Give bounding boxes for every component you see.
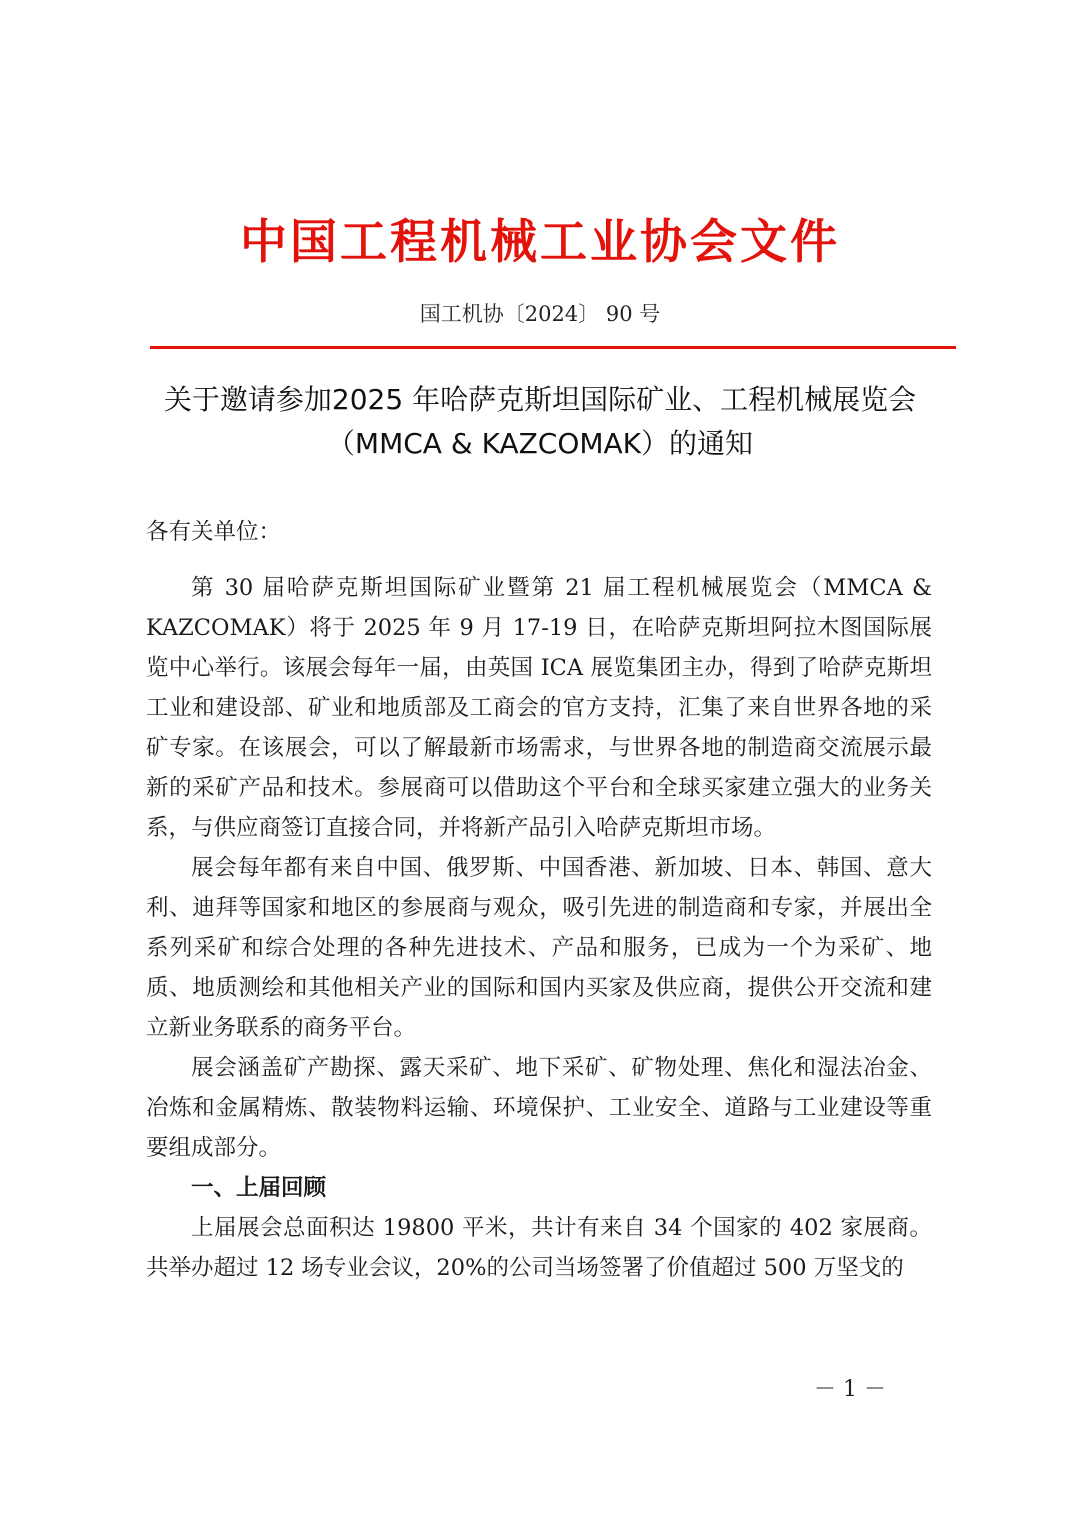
body-paragraph: 展会涵盖矿产勘探、露天采矿、地下采矿、矿物处理、焦化和湿法冶金、冶炼和金属精炼、散装物料运输、环境保护、工业安全、道路与工业建设等重要组成部分。 [146, 1055, 932, 1161]
body-paragraph: 展会每年都有来自中国、俄罗斯、中国香港、新加坡、日本、韩国、意大利、迪拜等国家和地区的参展商与观众，吸引先进的制造商和专家，并展出全系列采矿和综合处理的各种先进技术、产品和服务，已成为一个为采矿、地质、地质测绘和其他相关产业的国际和国内买家及供应商，提供公开交流和建立新业务联系的商务平台。 [146, 855, 932, 1041]
salutation: 各有关单位： [146, 519, 282, 545]
body-paragraph: 第 30 届哈萨克斯坦国际矿业暨第 21 届工程机械展览会（MMCA & KAZCOMAK）将于 2025 年 9 月 17-19 日，在哈萨克斯坦阿拉木图国际展览中心举行。该展会每年一届，由英国 ICA 展览集团主办，得到了哈萨克斯坦工业和建设部、矿业和地质部及工商会的官方支持，汇集了来自世界各地的采矿专家。在该展会，可以了解最新市场需求，与世界各地的制造商交流展示最新的采矿产品和技术。参展商可以借助这个平台和全球买家建立强大的业务关系，与供应商签订直接合同，并将新产品引入哈萨克斯坦市场。 [146, 575, 932, 841]
red-divider-line [150, 346, 956, 349]
organization-header: 中国工程机械工业协会文件 [240, 215, 840, 270]
title-line-2: （MMCA & KAZCOMAK）的通知 [326, 427, 754, 460]
section-heading: 一、上届回顾 [191, 1175, 327, 1201]
document-body [146, 512, 932, 1288]
document-title [100, 378, 980, 466]
page-number: － 1 － [814, 1377, 886, 1402]
body-paragraph: 上届展会总面积达 19800 平米，共计有来自 34 个国家的 402 家展商。共举办超过 12 场专业会议，20%的公司当场签署了价值超过 500 万坚戈的 [146, 1215, 932, 1281]
title-line-1: 关于邀请参加2025 年哈萨克斯坦国际矿业、工程机械展览会 [163, 383, 917, 416]
document-number: 国工机协〔2024〕 90 号 [419, 302, 661, 326]
